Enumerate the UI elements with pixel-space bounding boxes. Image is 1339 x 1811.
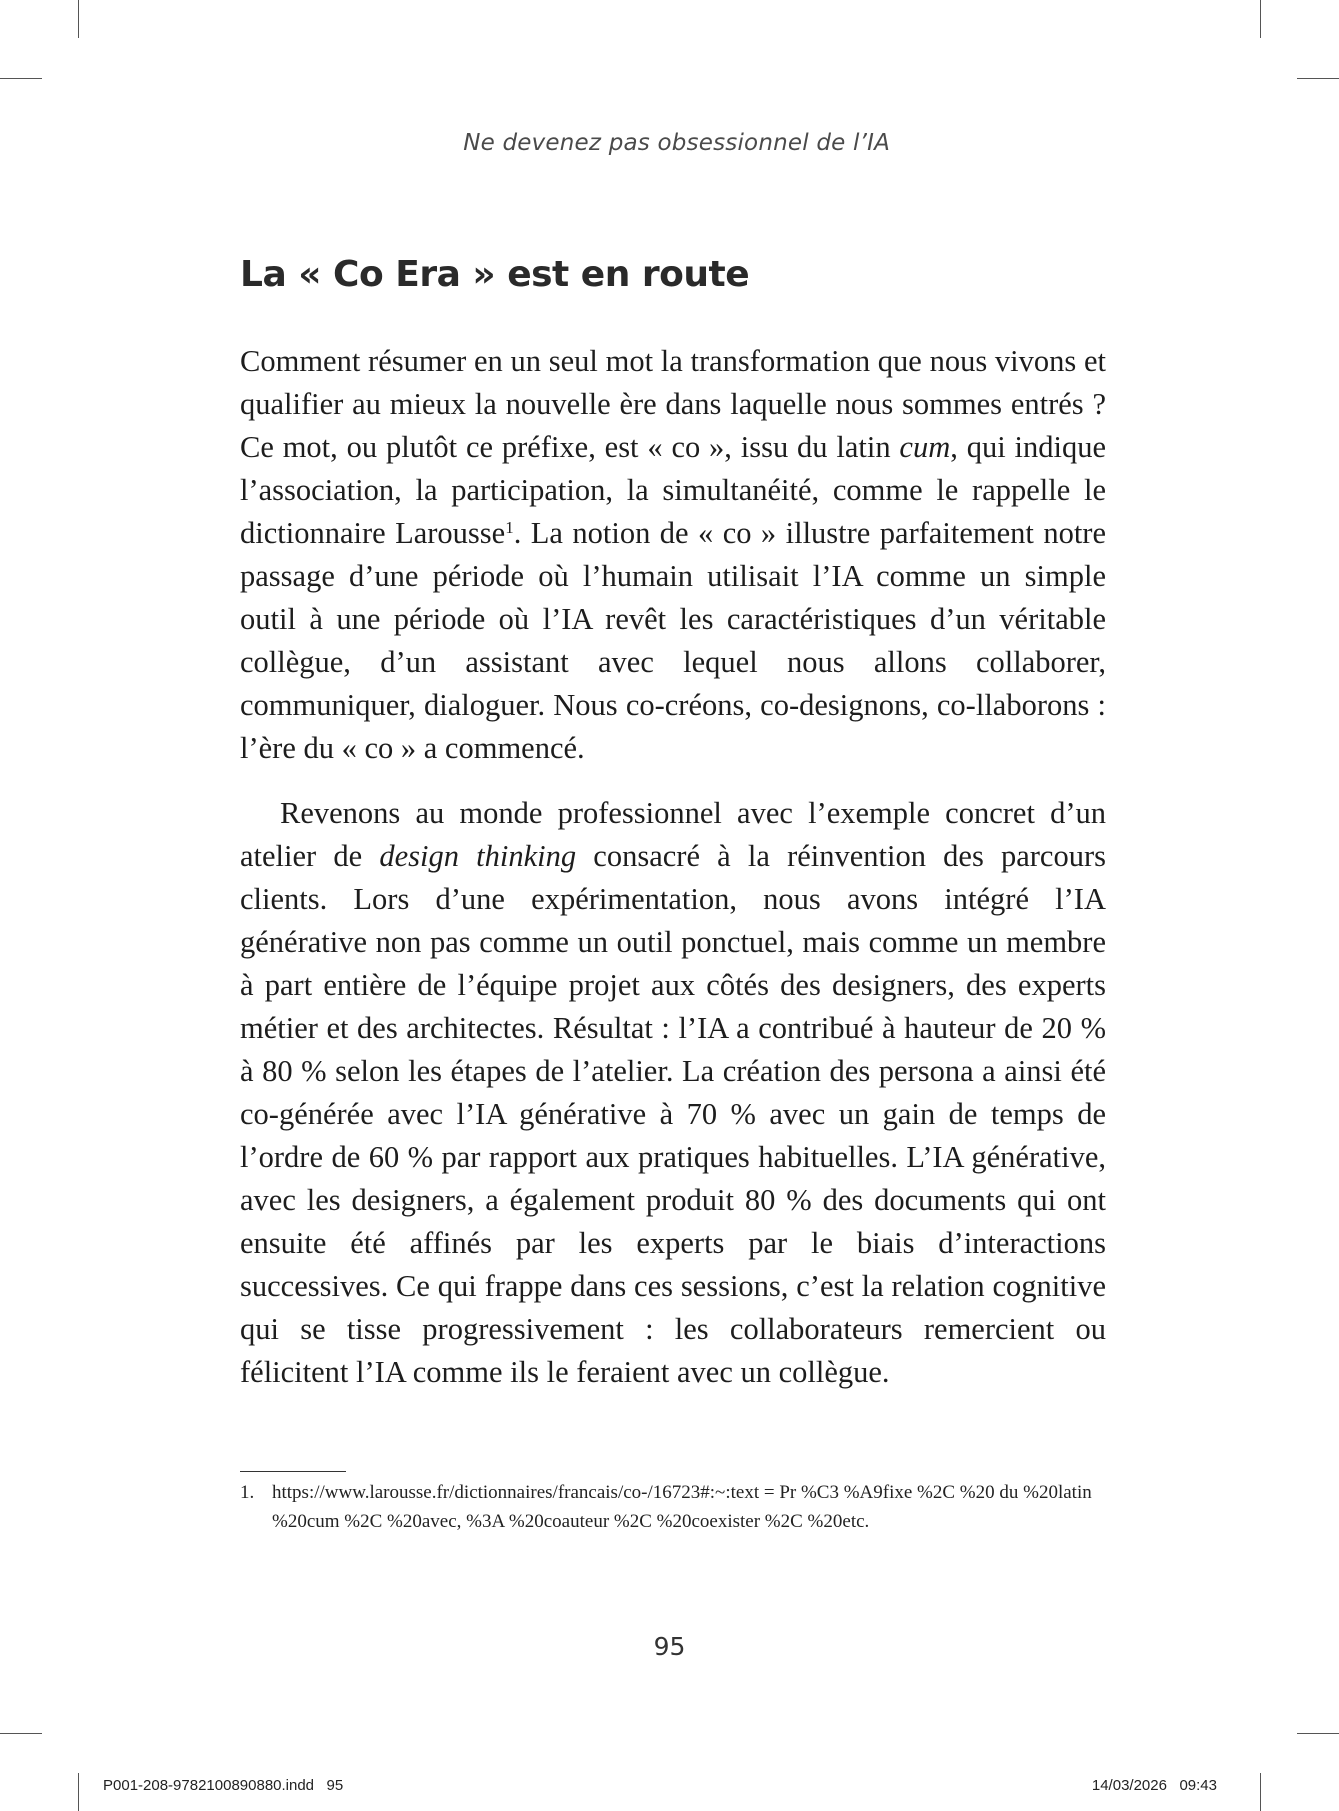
section-title: La « Co Era » est en route	[240, 254, 750, 295]
crop-mark-bottom-right	[1260, 1773, 1261, 1811]
paragraph-2-text: consacré à la réinvention des parcours clients. Lors d’une expérimentation, nous avons intégré l’IA générative non pas comme un outil ponctuel, mais comme un membre à part entière de l’équipe projet aux côtés des designers, des experts métier et des architectes. Résultat : l’IA a contribué à hauteur de 20 % à 80 % selon les étapes de l’atelier. La création des persona a ainsi été co-générée avec l’IA générative à 70 % avec un gain de temps de l’ordre de 60 % par rapport aux pratiques habituelles. L’IA générative, avec les designers, a également produit 80 % des documents qui ont ensuite été affinés par les experts par le biais d’interactions successives. Ce qui frappe dans ces sessions, c’est la relation cognitive qui se tisse progressivement : les collaborateurs remercient ou félicitent l’IA comme ils le feraient avec un collègue.	[240, 839, 1106, 1389]
paragraph-1	[240, 340, 1106, 770]
body-text	[240, 340, 1106, 1394]
slug-timestamp: 14/03/2026 09:43	[1091, 1777, 1217, 1794]
slug-file-name: P001-208-9782100890880.indd 95	[103, 1777, 344, 1794]
paragraph-2-text: Revenons au monde professionnel avec l’exemple concret d’un atelier de	[240, 796, 1106, 873]
paragraph-2	[240, 792, 1106, 1394]
footnote	[240, 1478, 1106, 1536]
crop-mark-bottom-left	[0, 1733, 42, 1734]
page-number: 95	[653, 1632, 686, 1661]
footnote-reference[interactable]: 1	[505, 518, 514, 537]
footnote-url[interactable]: https://www.larousse.fr/dictionnaires/francais/co-/16723#:~:text = Pr %C3 %A9fixe %2C %20 du %20latin %20cum %2C %20avec, %3A %20coauteur %2C %20coexister %2C %20etc.	[272, 1482, 1092, 1532]
crop-mark-bottom-left	[78, 1773, 79, 1811]
paragraph-1-text: , qui indique l’association, la participation, la simultanéité, comme le rappelle le dictionnaire Larousse	[240, 430, 1106, 550]
crop-mark-top-left	[78, 0, 79, 38]
footnote-number: 1.	[240, 1482, 255, 1503]
paragraph-1-text: . La notion de « co » illustre parfaitement notre passage d’une période où l’humain utilisait l’IA comme un simple outil à une période où l’IA revêt les caractéristiques d’un véritable collègue, d’un assistant avec lequel nous allons collaborer, communiquer, dialoguer. Nous co-créons, co-designons, co-llaborons : l’ère du « co » a commencé.	[240, 516, 1106, 765]
crop-mark-top-left	[0, 78, 42, 79]
crop-mark-top-right	[1260, 0, 1261, 38]
paragraph-1-text: Comment résumer en un seul mot la transformation que nous vivons et qualifier au mieux la nouvelle ère dans laquelle nous sommes entrés ? Ce mot, ou plutôt ce préfixe, est « co », issu du latin	[240, 344, 1106, 464]
crop-mark-bottom-right	[1297, 1733, 1339, 1734]
paragraph-2-italic: design thinking	[379, 839, 577, 873]
footnote-divider	[240, 1471, 346, 1472]
running-header: Ne devenez pas obsessionnel de l’IA	[463, 130, 890, 156]
crop-mark-top-right	[1297, 78, 1339, 79]
paragraph-1-italic: cum	[899, 430, 951, 464]
